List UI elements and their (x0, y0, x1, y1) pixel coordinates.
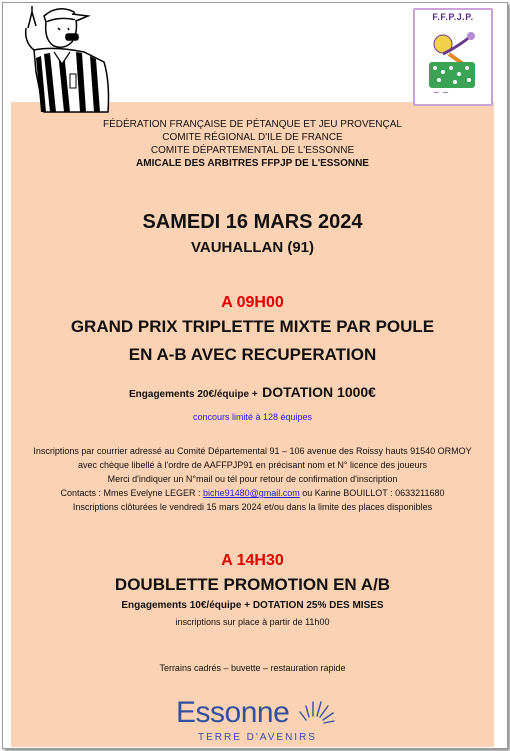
afternoon-onsite: inscriptions sur place à partir de 11h00 (175, 617, 330, 627)
departmental-committee-line: COMITE DÉPARTEMENTAL DE L'ESSONNE (150, 145, 355, 156)
morning-dotation: DOTATION 1000€ (262, 384, 376, 400)
essonne-tagline: TERRE D'AVENIRS (198, 732, 317, 743)
ffpjp-logo (413, 8, 493, 106)
amenities: Terrains cadrés – buvette – restauration rapide (159, 663, 346, 673)
inscription-closing: Inscriptions clôturées le vendredi 15 mars 2024 et/ou dans la limite des places disponibles (72, 502, 433, 512)
afternoon-title: DOUBLETTE PROMOTION EN A/B (114, 575, 391, 594)
event-date: SAMEDI 16 MARS 2024 (142, 211, 363, 233)
amicale-line: AMICALE DES ARBITRES FFPJP DE L'ESSONNE (136, 158, 369, 169)
logo-title: F.F.P.J.P. (432, 12, 474, 22)
petanque-player-icon (419, 24, 487, 102)
logo-signature: ~ ~ (433, 88, 449, 97)
contact-email-link[interactable]: biche91480@gmail.com (203, 488, 300, 498)
morning-title-line1: GRAND PRIX TRIPLETTE MIXTE PAR POULE (70, 317, 435, 336)
inscription-cheque: avec chèque libellé à l'ordre de AAFFPJP91 en précisant nom et N° licence des joueurs (77, 460, 427, 470)
inscription-address: Inscriptions par courrier adressé au Comité Départemental 91 – 106 avenue des Roissy hauts 91540 ORMOY (33, 446, 472, 456)
essonne-logo (168, 690, 358, 748)
afternoon-engagements: Engagements 10€/équipe + DOTATION 25% DES MISES (121, 600, 384, 611)
sun-rays-icon (296, 690, 336, 726)
morning-fee: Engagements 20€/équipe + (129, 389, 258, 400)
event-place: VAUHALLAN (91) (190, 239, 315, 256)
contacts-line (11, 488, 494, 498)
morning-time: A 09H00 (221, 294, 284, 311)
contacts-prefix: Contacts : Mmes Evelyne LEGER : (60, 488, 201, 498)
regional-committee-line: COMITE RÉGIONAL D'ILE DE FRANCE (162, 132, 343, 143)
team-limit: concours limité à 128 équipes (192, 412, 313, 422)
poster-background (11, 102, 494, 747)
federation-line: FÉDÉRATION FRANÇAISE DE PÉTANQUE ET JEU PROVENÇAL (103, 119, 402, 130)
afternoon-time: A 14H30 (221, 552, 284, 569)
morning-engagements (11, 384, 494, 402)
inscription-contact-request: Merci d'indiquer un N°mail ou tél pour retour de confirmation d'inscription (107, 474, 398, 484)
morning-title-line2: EN A-B AVEC RECUPERATION (128, 345, 377, 364)
essonne-brand: Essonne (176, 696, 290, 729)
referee-illustration (14, 2, 114, 120)
contacts-suffix: ou Karine BOUILLOT : 0633211680 (302, 488, 445, 498)
